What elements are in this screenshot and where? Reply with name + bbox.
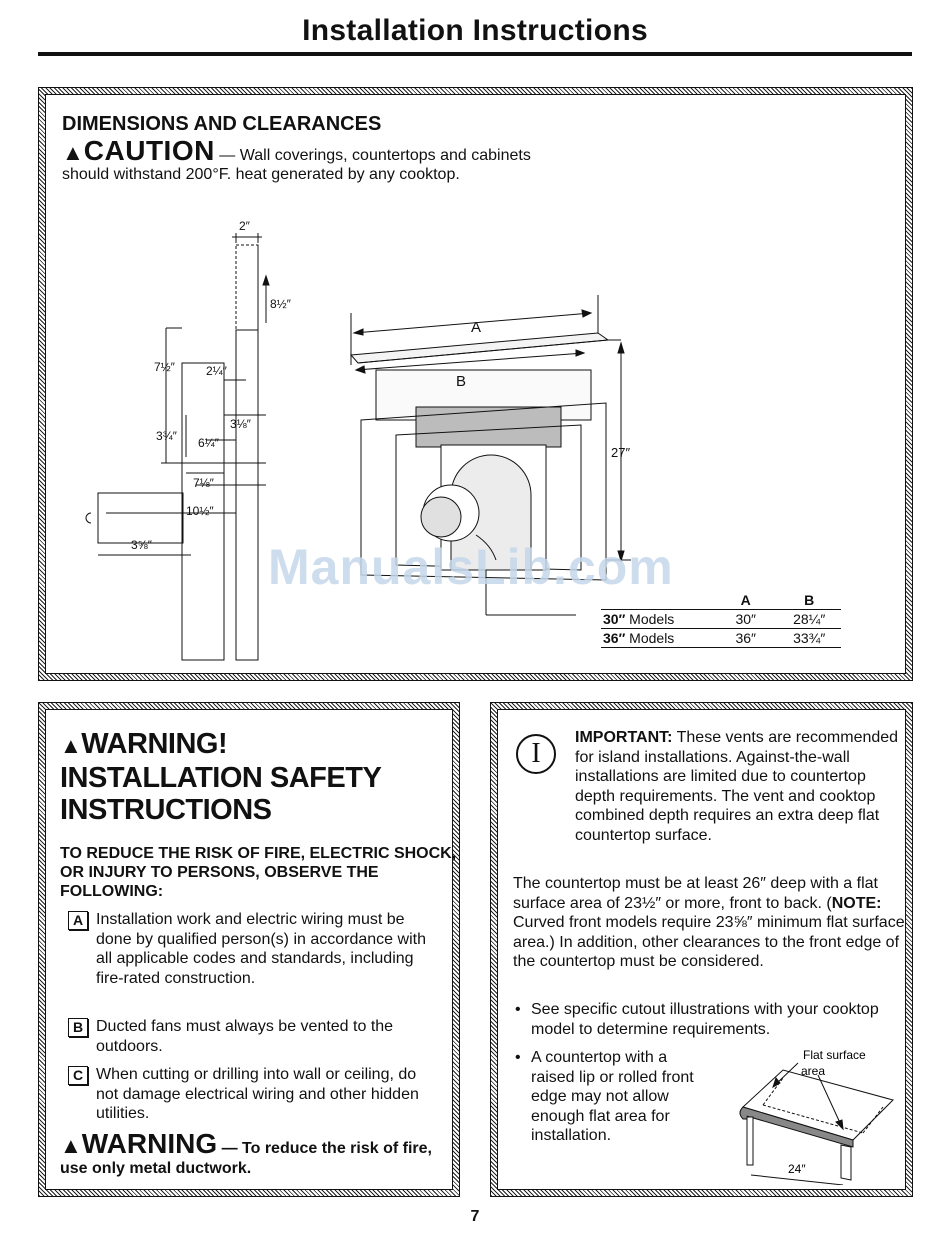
watermark: ManualsLib.com [268, 539, 674, 595]
info-icon: I [516, 734, 556, 774]
important-box [490, 702, 913, 1197]
dimensions-heading: DIMENSIONS AND CLEARANCES [62, 113, 382, 135]
dim-label-d7: 10½″ [186, 504, 214, 518]
title-rule [38, 52, 912, 56]
list-item: C When cutting or drilling into wall or ceiling, do not damage electrical wiring and other hidden utilities. [60, 1065, 440, 1124]
list-item: • See specific cutout illustrations with your cooktop model to determine requirements. [513, 1000, 908, 1039]
important-notice: IMPORTANT: These vents are recommended for island installations. Against-the-wall installations are limited due to countertop depth requirements. The vent and cooktop combined depth requires an extra deep flat countertop surface. [575, 729, 899, 844]
flat-surface-label: Flat surface [803, 1048, 866, 1062]
warning-triangle-icon: ▲ [60, 733, 82, 758]
side-view-diagram [86, 233, 269, 660]
item-letter-badge: C [68, 1066, 88, 1085]
caution-text: — Wall coverings, countertops and cabinets should withstand 200°F. heat generated by any cooktop. [62, 147, 531, 183]
warning-title: ▲WARNING! INSTALLATION SAFETY INSTRUCTIONS [60, 728, 382, 826]
table-header-b: B [804, 592, 815, 608]
countertop-edge-diagram [723, 1045, 913, 1185]
model-dimensions-table [601, 591, 841, 648]
dim-label-d3: 3⅛″ [230, 417, 251, 431]
page-number: 7 [470, 1208, 480, 1225]
warning-triangle-icon: ▲ [62, 140, 84, 165]
table-header-a: A [740, 592, 751, 608]
list-item: B Ducted fans must always be vented to the outdoors. [60, 1017, 440, 1056]
table-row: 36″ Models 36″ 33¾″ [601, 629, 841, 648]
dim-label-d5: 6¼″ [198, 436, 219, 450]
dim-label-d8: 3⅝″ [131, 538, 152, 552]
important-box-inner [497, 709, 906, 1190]
warning-box [38, 702, 460, 1197]
warning-box-inner [45, 709, 457, 1190]
dim-label-d4: 3¾″ [156, 429, 177, 443]
dim-label-raise: 8½″ [270, 297, 291, 311]
countertop-requirements: The countertop must be at least 26″ deep with a flat surface area of 23½″ or more, front to back. (NOTE: Curved front models require 23⅝″ minimum flat surface area.) In addition, other clearances to the front edge of the countertop must be considered. [513, 875, 905, 970]
dim-label-d1: 7½″ [154, 360, 175, 374]
table-row: 30″ Models 30″ 28¼″ [601, 610, 841, 629]
countertop-lip [351, 333, 608, 363]
list-item: A Installation work and electric wiring must be done by qualified person(s) in accordance with all applicable codes and standards, including fire-rated construction. [60, 910, 440, 988]
dim-label-b: B [456, 373, 467, 390]
width-label: 24″ [788, 1162, 806, 1176]
area-label: area [801, 1064, 826, 1078]
duct-outline [98, 493, 183, 543]
dim-label-d2: 2¼″ [206, 364, 227, 378]
raised-vent-dashed [236, 245, 258, 330]
list-item: • A countertop with a raised lip or rolled front edge may not allow enough flat area for installation. [513, 1048, 713, 1146]
item-letter-badge: B [68, 1018, 88, 1037]
item-letter-badge: A [68, 911, 88, 930]
dim-label-height: 27″ [611, 445, 631, 460]
page-title: Installation Instructions [302, 14, 648, 47]
dim-label-d6: 7⅛″ [193, 476, 214, 490]
ductwork-warning: ▲WARNING — To reduce the risk of fire, use only metal ductwork. [60, 1128, 432, 1177]
warning-triangle-icon: ▲ [60, 1133, 82, 1158]
dim-label-a: A [471, 319, 482, 336]
warning-subhead: TO REDUCE THE RISK OF FIRE, ELECTRIC SHOCK, OR INJURY TO PERSONS, OBSERVE THE FOLLOWING: [60, 845, 457, 900]
caution-word: CAUTION [83, 135, 215, 166]
dim-label-top-width: 2″ [239, 219, 250, 233]
